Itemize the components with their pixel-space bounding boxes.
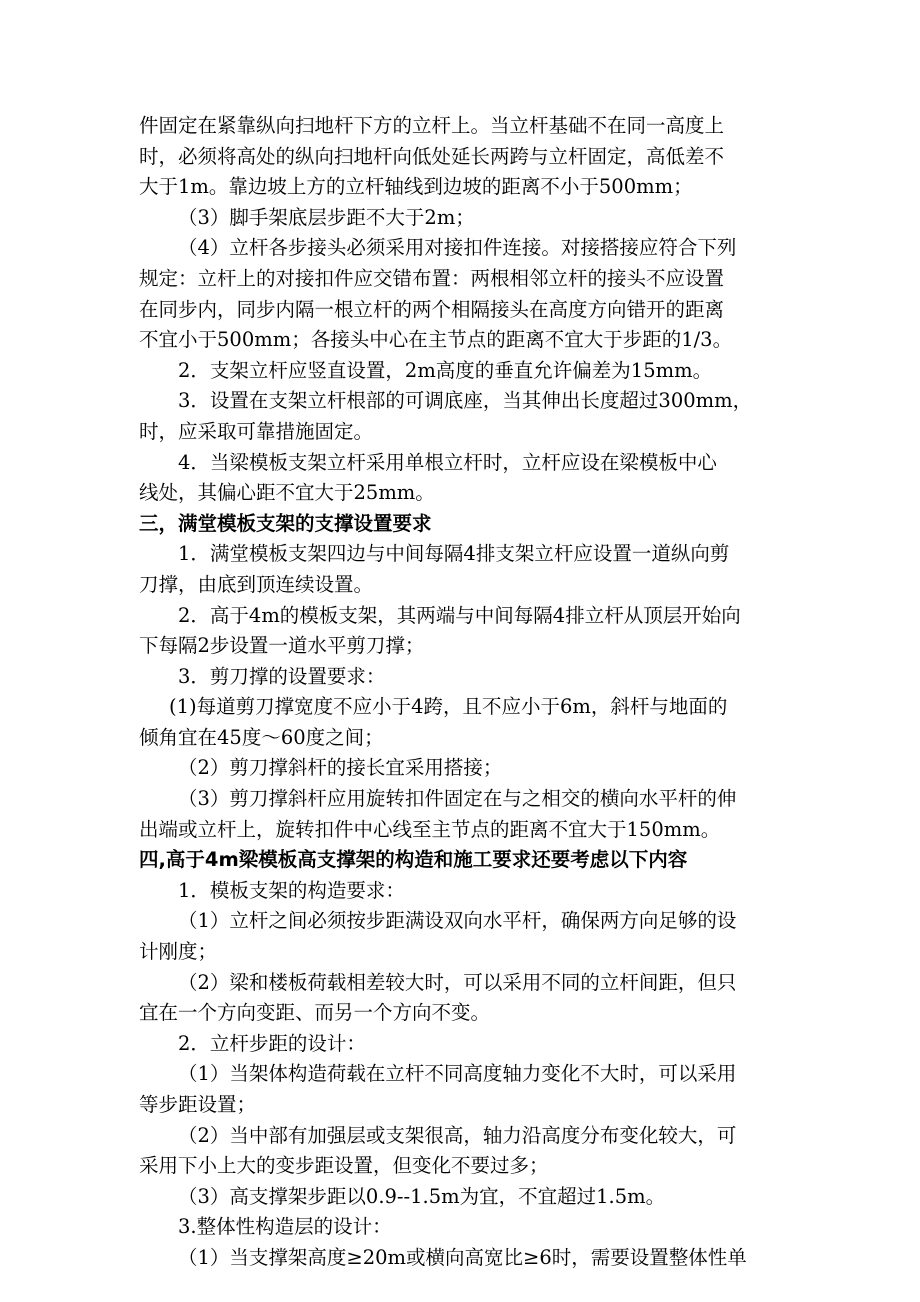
text-line: 在同步内，同步内隔一根立杆的两个相隔接头在高度方向错开的距离 <box>139 297 725 321</box>
text-line: 4．当梁模板支架立杆采用单根立杆时，立杆应设在梁模板中心 <box>178 450 717 474</box>
text-line: （3）剪刀撑斜杆应用旋转扣件固定在与之相交的横向水平杆的伸 <box>178 787 737 811</box>
text-line: 线处，其偏心距不宜大于25mm。 <box>139 481 435 505</box>
text-line: 3．设置在支架立杆根部的可调底座，当其伸出长度超过300mm， <box>178 389 753 413</box>
section-heading: 四,高于4m梁模板高支撑架的构造和施工要求还要考虑以下内容 <box>139 848 688 872</box>
text-line: （1）当架体构造荷载在立杆不同高度轴力变化不大时，可以采用 <box>178 1062 737 1086</box>
text-line: 大于1m。靠边坡上方的立杆轴线到边坡的距离不小于500mm； <box>139 175 693 199</box>
text-line: （2）剪刀撑斜杆的接长宜采用搭接； <box>178 756 503 780</box>
text-line: 时，必须将高处的纵向扫地杆向低处延长两跨与立杆固定，高低差不 <box>139 144 725 168</box>
text-line: 采用下小上大的变步距设置，但变化不要过多； <box>139 1154 549 1178</box>
text-line: (1)每道剪刀撑宽度不应小于4跨，且不应小于6m，斜杆与地面的 <box>169 695 728 719</box>
text-line: 件固定在紧靠纵向扫地杆下方的立杆上。当立杆基础不在同一高度上 <box>139 114 725 137</box>
text-line: 1．模板支架的构造要求： <box>178 878 405 902</box>
text-line: （2）梁和楼板荷载相差较大时，可以采用不同的立杆间距，但只 <box>178 970 737 994</box>
text-line: 倾角宜在45度～60度之间； <box>139 725 384 749</box>
text-line: 2．立杆步距的设计： <box>178 1031 366 1055</box>
text-line: 刀撑，由底到顶连续设置。 <box>139 572 374 596</box>
text-line: （1）当支撑架高度≥20m或横向高宽比≥6时，需要设置整体性单 <box>178 1245 747 1269</box>
text-line: 时，应采取可靠措施固定。 <box>139 419 374 443</box>
text-line: 1．满堂模板支架四边与中间每隔4排支架立杆应设置一道纵向剪 <box>178 542 730 566</box>
text-line: （4）立杆各步接头必须采用对接扣件连接。对接搭接应符合下列 <box>178 236 737 260</box>
text-line: （2）当中部有加强层或支架很高，轴力沿高度分布变化较大，可 <box>178 1123 737 1147</box>
text-line: 规定：立杆上的对接扣件应交错布置：两根相邻立杆的接头不应设置 <box>139 266 725 290</box>
text-line: （1）立杆之间必须按步距满设双向水平杆，确保两方向足够的设 <box>178 909 737 933</box>
text-line: 计刚度； <box>139 940 218 964</box>
text-line: 2．高于4m的模板支架，其两端与中间每隔4排立杆从顶层开始向 <box>178 603 741 627</box>
document-page <box>139 111 789 1274</box>
section-heading: 三，满堂模板支架的支撑设置要求 <box>139 511 432 535</box>
text-line: 3.整体性构造层的设计： <box>178 1215 392 1239</box>
text-line: 下每隔2步设置一道水平剪刀撑； <box>139 634 425 658</box>
text-line: 等步距设置； <box>139 1093 257 1116</box>
text-line: （3）高支撑架步距以0.9--1.5m为宜，不宜超过1.5m。 <box>178 1184 666 1208</box>
text-line: 2．支架立杆应竖直设置，2m高度的垂直允许偏差为15mm。 <box>178 358 713 382</box>
text-line: （3）脚手架底层步距不大于2m； <box>178 205 475 229</box>
text-line: 不宜小于500mm；各接头中心在主节点的距离不宜大于步距的1/3。 <box>139 328 733 352</box>
text-line: 宜在一个方向变距、而另一个方向不变。 <box>139 1001 491 1025</box>
text-line: 出端或立杆上，旋转扣件中心线至主节点的距离不宜大于150mm。 <box>139 817 721 841</box>
text-line: 3．剪刀撑的设置要求： <box>178 664 386 688</box>
